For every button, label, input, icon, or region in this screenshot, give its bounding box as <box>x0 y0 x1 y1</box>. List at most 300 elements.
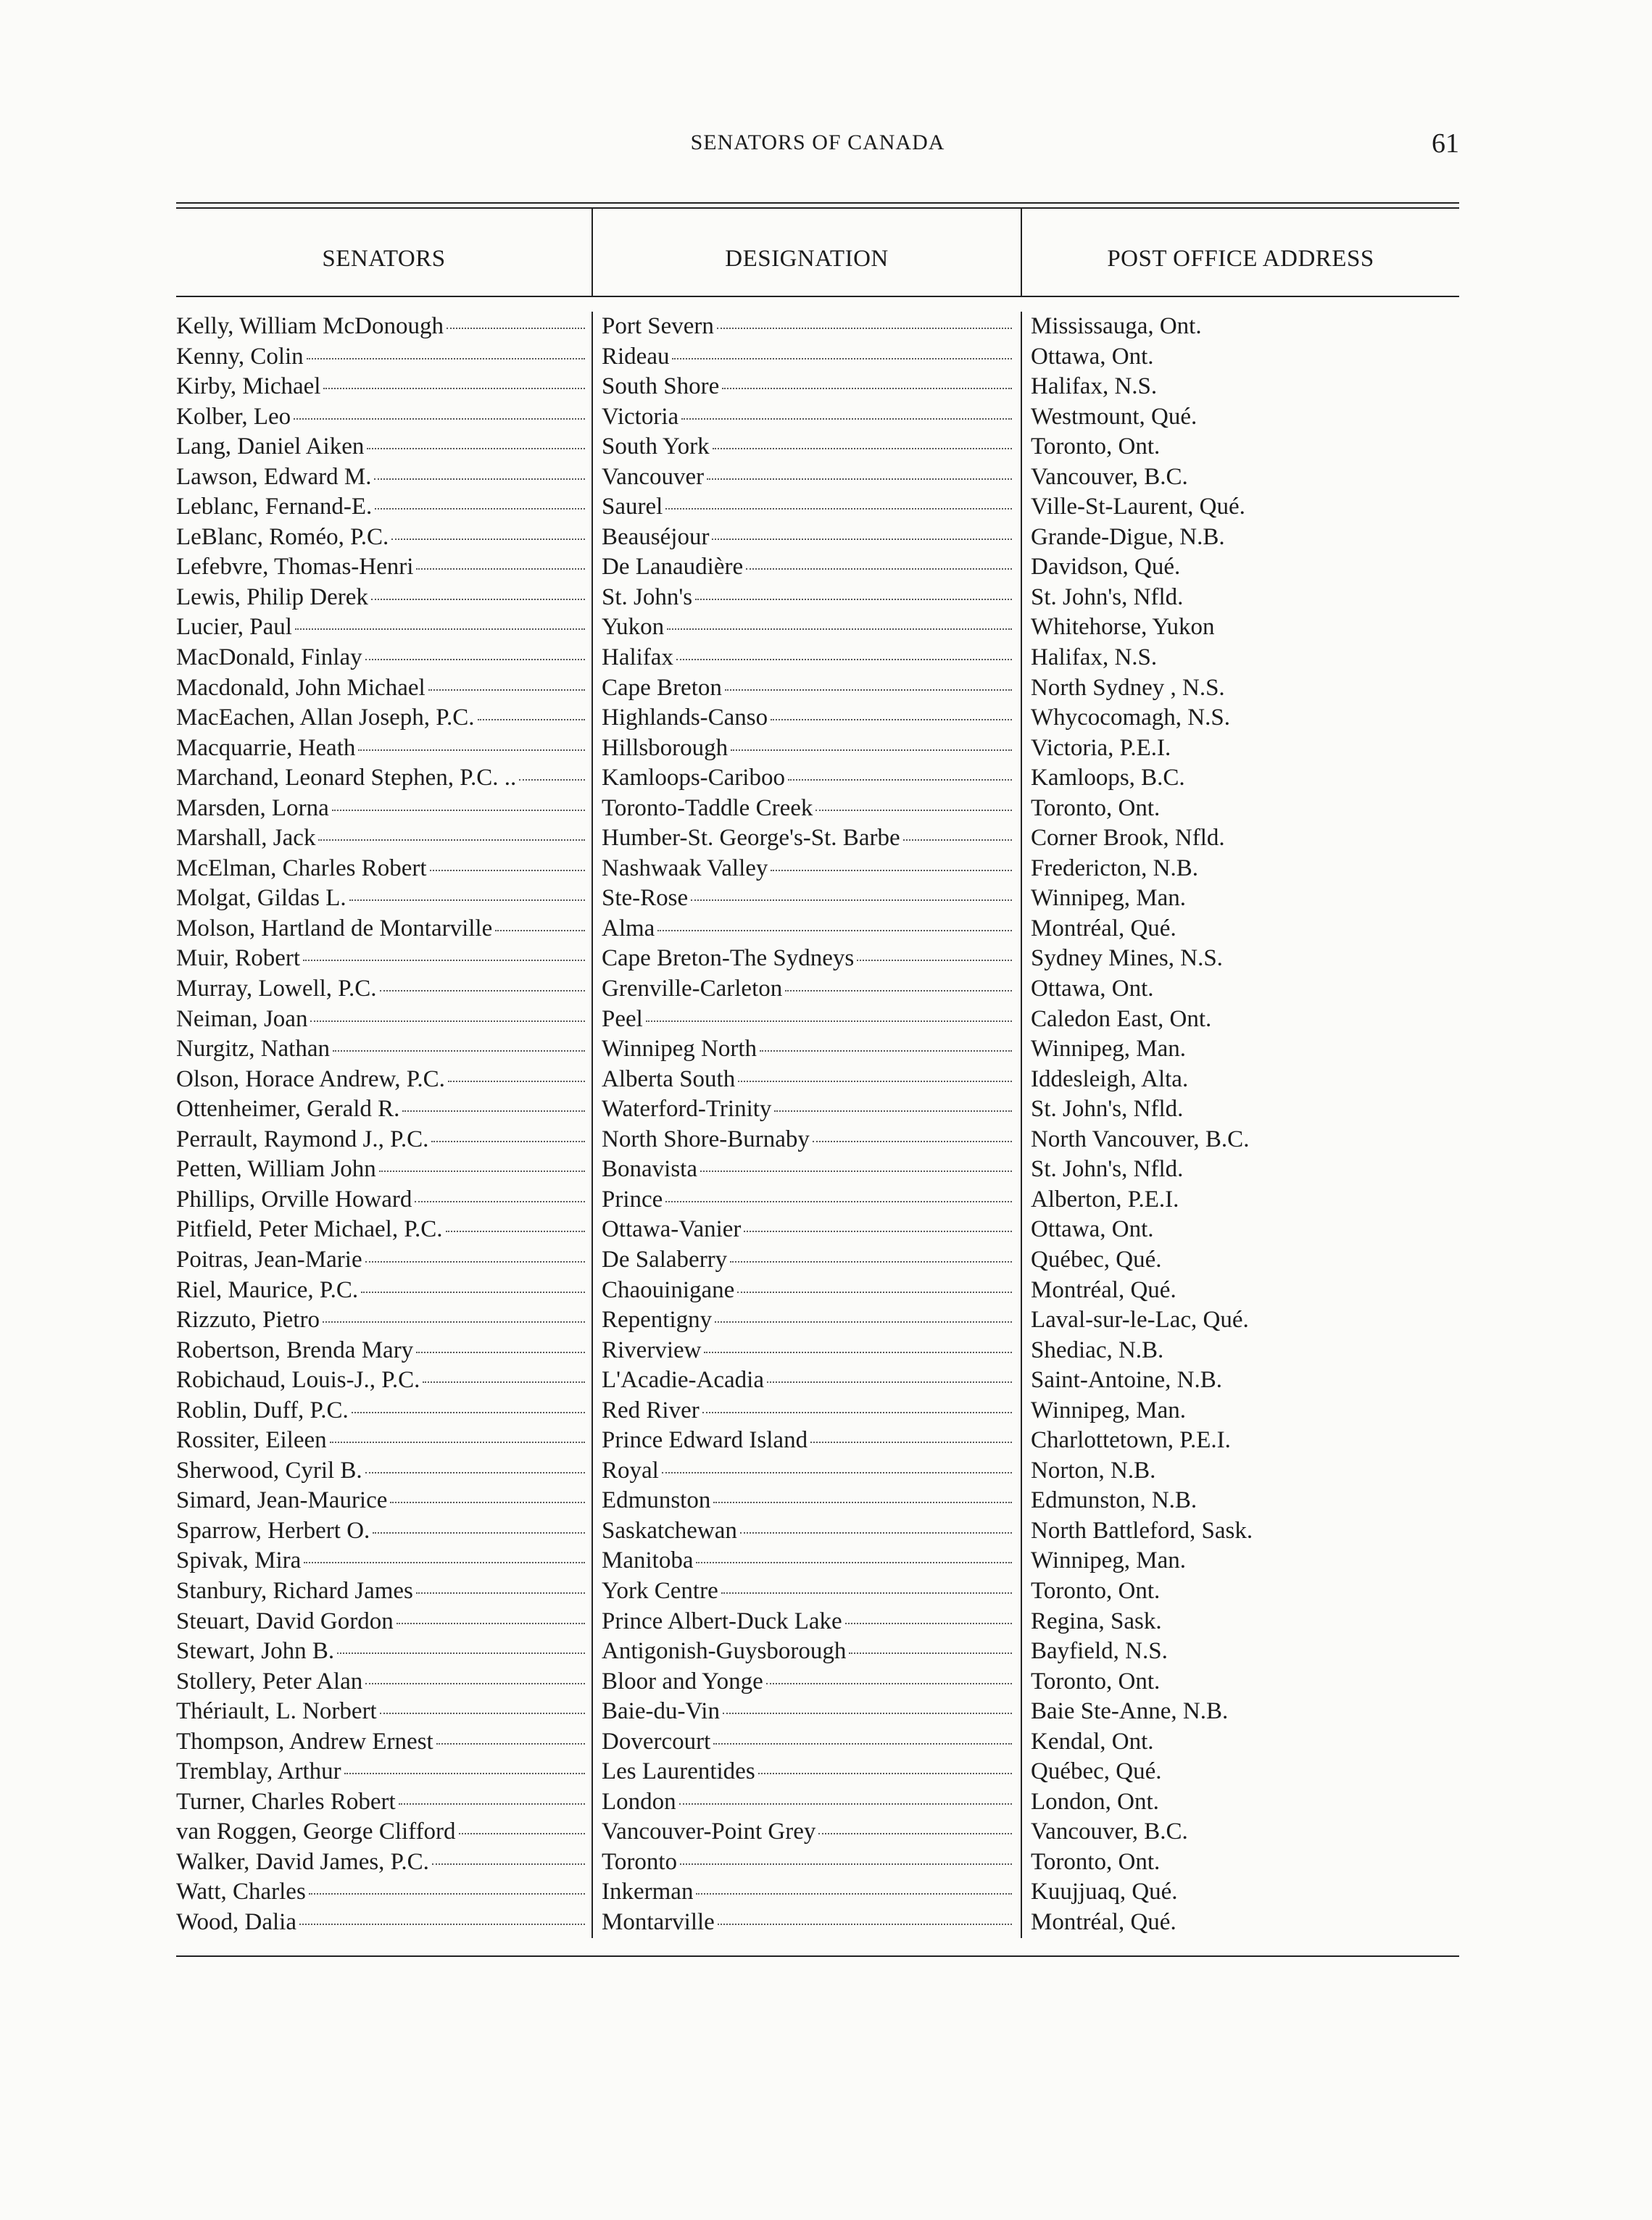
senator-name-text: Lucier, Paul <box>176 614 292 641</box>
designation-text: Toronto-Taddle Creek <box>602 794 813 821</box>
dot-leader <box>295 628 585 630</box>
table-row-post-office-address <box>1031 432 1459 462</box>
table-row-designation <box>602 1637 1012 1667</box>
table-row-post-office-address <box>1031 1245 1459 1276</box>
table-row-designation <box>602 673 1012 704</box>
table-row-senator-name <box>176 1065 585 1095</box>
dot-leader <box>725 689 1012 691</box>
post-office-address-text: Montréal, Qué. <box>1031 1908 1176 1935</box>
post-office-address-text: Laval-sur-le-Lac, Qué. <box>1031 1307 1249 1334</box>
table-row-post-office-address <box>1031 673 1459 704</box>
senator-name-text: Stollery, Peter Alan <box>176 1668 363 1695</box>
table-row-post-office-address <box>1031 733 1459 764</box>
table-row-senator-name <box>176 1877 585 1908</box>
table-row-senator-name <box>176 1305 585 1336</box>
table-row-post-office-address <box>1031 1094 1459 1125</box>
table-row-senator-name <box>176 944 585 974</box>
dot-leader <box>379 1171 585 1172</box>
table-row-post-office-address <box>1031 703 1459 733</box>
table-row-senator-name <box>176 673 585 704</box>
post-office-address-text: Shediac, N.B. <box>1031 1336 1164 1363</box>
designation-text: South York <box>602 433 710 460</box>
senator-name-text: Poitras, Jean-Marie <box>176 1246 362 1273</box>
dot-leader <box>299 1924 585 1925</box>
table-row-post-office-address <box>1031 1877 1459 1908</box>
designation-text: Alberta South <box>602 1065 736 1092</box>
senator-name-text: Walker, David James, P.C. <box>176 1848 429 1875</box>
table-row-post-office-address <box>1031 1065 1459 1095</box>
table-row-senator-name <box>176 372 585 402</box>
dot-leader <box>713 1502 1012 1503</box>
table-row-senator-name <box>176 462 585 493</box>
senator-name-text: Thompson, Andrew Ernest <box>176 1728 433 1755</box>
table-row-post-office-address <box>1031 763 1459 794</box>
table-row-post-office-address <box>1031 552 1459 583</box>
post-office-address-text: Kuujjuaq, Qué. <box>1031 1879 1178 1905</box>
table-row-senator-name <box>176 1607 585 1637</box>
post-office-address-text: Victoria, P.E.I. <box>1031 734 1171 761</box>
post-office-address-text: Québec, Qué. <box>1031 1758 1162 1785</box>
dot-leader <box>818 1833 1012 1834</box>
dot-leader <box>665 508 1012 510</box>
senator-name-text: Leblanc, Fernand-E. <box>176 494 373 520</box>
senator-name-text: Roblin, Duff, P.C. <box>176 1397 349 1423</box>
table-row-senator-name <box>176 1094 585 1125</box>
table-row-designation <box>602 492 1012 523</box>
senator-name-text: Lang, Daniel Aiken <box>176 433 365 460</box>
post-office-address-text: Mississauga, Ont. <box>1031 313 1202 339</box>
table-row-designation <box>602 1276 1012 1306</box>
dot-leader <box>352 1412 585 1413</box>
designation-text: Victoria <box>602 403 679 430</box>
designation-text: Ste-Rose <box>602 885 689 912</box>
designation-text: Prince Albert-Duck Lake <box>602 1608 842 1634</box>
table-row-designation <box>602 1546 1012 1576</box>
table-row-senator-name <box>176 974 585 1005</box>
dot-leader <box>459 1833 585 1834</box>
senator-name-text: Robertson, Brenda Mary <box>176 1336 414 1363</box>
post-office-address-text: Québec, Qué. <box>1031 1246 1162 1273</box>
table-row-designation <box>602 1576 1012 1607</box>
post-office-address-text: Halifax, N.S. <box>1031 373 1158 400</box>
table-row-senator-name <box>176 703 585 733</box>
table-row-senator-name <box>176 1516 585 1547</box>
senator-name-text: Sherwood, Cyril B. <box>176 1457 362 1484</box>
table-row-senator-name <box>176 1817 585 1847</box>
table-row-post-office-address <box>1031 1576 1459 1607</box>
senator-name-text: Muir, Robert <box>176 945 300 972</box>
table-row-designation <box>602 794 1012 824</box>
post-office-address-text: Charlottetown, P.E.I. <box>1031 1427 1231 1454</box>
table-row-senator-name <box>176 1908 585 1938</box>
table-row-post-office-address <box>1031 342 1459 373</box>
dot-leader <box>337 1652 585 1654</box>
dot-leader <box>702 1412 1012 1413</box>
table-row-post-office-address <box>1031 1697 1459 1727</box>
dot-leader <box>519 779 585 781</box>
table-row-senator-name <box>176 1576 585 1607</box>
dot-leader <box>667 628 1012 630</box>
post-office-address-text: Toronto, Ont. <box>1031 1668 1161 1695</box>
table-row-designation <box>602 1185 1012 1215</box>
table-row-designation <box>602 1034 1012 1065</box>
table-row-post-office-address <box>1031 1787 1459 1818</box>
table-row-post-office-address <box>1031 1005 1459 1035</box>
table-row-senator-name <box>176 1667 585 1697</box>
designation-text: South Shore <box>602 373 720 400</box>
post-office-address-text: London, Ont. <box>1031 1788 1159 1815</box>
designation-text: Repentigny <box>602 1307 713 1334</box>
senator-name-text: Stanbury, Richard James <box>176 1577 413 1604</box>
dot-leader <box>665 1201 1012 1202</box>
designation-text: Vancouver-Point Grey <box>602 1818 816 1845</box>
senator-name-text: Marchand, Leonard Stephen, P.C. .. <box>176 765 517 791</box>
senator-name-text: van Roggen, George Clifford <box>176 1818 456 1845</box>
designation-text: Port Severn <box>602 313 714 339</box>
designation-column <box>593 312 1022 1938</box>
dot-leader <box>713 1743 1012 1745</box>
designation-text: Ottawa-Vanier <box>602 1216 742 1243</box>
table-row-designation <box>602 1305 1012 1336</box>
table-row-senator-name <box>176 794 585 824</box>
dot-leader <box>788 779 1012 781</box>
senator-name-text: Tremblay, Arthur <box>176 1758 341 1785</box>
table-row-post-office-address <box>1031 1456 1459 1487</box>
dot-leader <box>766 1683 1012 1684</box>
post-office-address-text: Norton, N.B. <box>1031 1457 1156 1484</box>
dot-leader <box>478 719 585 720</box>
table-row-post-office-address <box>1031 583 1459 613</box>
post-office-address-text: Regina, Sask. <box>1031 1608 1162 1634</box>
designation-text: Riverview <box>602 1336 702 1363</box>
table-row-post-office-address <box>1031 1034 1459 1065</box>
table-row-post-office-address <box>1031 1727 1459 1758</box>
table-row-senator-name <box>176 884 585 914</box>
table-row-senator-name <box>176 823 585 854</box>
senator-name-text: Ottenheimer, Gerald R. <box>176 1096 400 1123</box>
dot-leader <box>307 358 585 359</box>
table-row-senator-name <box>176 492 585 523</box>
table-row-designation <box>602 342 1012 373</box>
dot-leader <box>721 1592 1012 1594</box>
table-row-designation <box>602 612 1012 643</box>
post-office-address-text: Winnipeg, Man. <box>1031 1547 1187 1574</box>
table-row-post-office-address <box>1031 492 1459 523</box>
designation-text: Peel <box>602 1005 643 1032</box>
designation-text: Dovercourt <box>602 1728 711 1755</box>
senator-name-text: Simard, Jean-Maurice <box>176 1487 388 1514</box>
designation-text: Saurel <box>602 494 663 520</box>
table-row-post-office-address <box>1031 1667 1459 1697</box>
senator-name-text: Perrault, Raymond J., P.C. <box>176 1126 429 1152</box>
senator-name-text: Kelly, William McDonough <box>176 313 444 339</box>
table-row-designation <box>602 733 1012 764</box>
table-row-designation <box>602 523 1012 553</box>
post-office-address-text: Bayfield, N.S. <box>1031 1638 1168 1665</box>
designation-text: Montarville <box>602 1908 715 1935</box>
designation-text: Toronto <box>602 1848 678 1875</box>
table-row-designation <box>602 1245 1012 1276</box>
dot-leader <box>365 1261 585 1263</box>
post-office-address-text: Davidson, Qué. <box>1031 554 1181 581</box>
dot-leader <box>740 1532 1012 1534</box>
dot-leader <box>397 1623 585 1624</box>
dot-leader <box>746 568 1012 570</box>
designation-text: Cape Breton <box>602 674 722 701</box>
table-row-designation <box>602 884 1012 914</box>
table-row-designation <box>602 312 1012 342</box>
dot-leader <box>358 749 585 751</box>
table-row-designation <box>602 583 1012 613</box>
dot-leader <box>344 1773 585 1774</box>
table-row-designation <box>602 1396 1012 1426</box>
table-row-designation <box>602 1516 1012 1547</box>
designation-text: Rideau <box>602 343 670 370</box>
dot-leader <box>416 1352 585 1353</box>
page-header <box>176 130 1459 167</box>
table-row-designation <box>602 1727 1012 1758</box>
dot-leader <box>676 659 1012 660</box>
post-office-address-text: Kamloops, B.C. <box>1031 765 1185 791</box>
table-row-senator-name <box>176 552 585 583</box>
dot-leader <box>446 1231 585 1232</box>
table-row-senator-name <box>176 1847 585 1878</box>
table-row-post-office-address <box>1031 1637 1459 1667</box>
table-row-senator-name <box>176 402 585 433</box>
designation-text: Grenville-Carleton <box>602 976 783 1002</box>
table-row-designation <box>602 1426 1012 1456</box>
post-office-address-text: Whitehorse, Yukon <box>1031 614 1215 641</box>
post-office-address-text: Toronto, Ont. <box>1031 1848 1161 1875</box>
table-row-designation <box>602 944 1012 974</box>
table-header-row <box>176 209 1459 297</box>
dot-leader <box>310 1020 585 1022</box>
dot-leader <box>365 1472 585 1473</box>
table-row-post-office-address <box>1031 1155 1459 1185</box>
dot-leader <box>712 539 1012 540</box>
senator-name-text: Robichaud, Louis-J., P.C. <box>176 1367 420 1394</box>
table-row-senator-name <box>176 612 585 643</box>
post-office-address-text: Winnipeg, Man. <box>1031 1036 1187 1063</box>
table-row-post-office-address <box>1031 1607 1459 1637</box>
table-row-designation <box>602 1787 1012 1818</box>
table-row-post-office-address <box>1031 1365 1459 1396</box>
post-office-address-text: Caledon East, Ont. <box>1031 1005 1212 1032</box>
dot-leader <box>436 1743 585 1745</box>
senator-name-text: MacDonald, Finlay <box>176 644 362 671</box>
designation-text: Alma <box>602 915 655 941</box>
dot-leader <box>717 328 1012 329</box>
table-row-designation <box>602 1607 1012 1637</box>
table-row-designation <box>602 914 1012 944</box>
senators-table <box>176 202 1459 1957</box>
dot-leader <box>760 1050 1012 1052</box>
dot-leader <box>774 1110 1012 1112</box>
senator-name-text: Marshall, Jack <box>176 825 316 852</box>
dot-leader <box>318 839 585 841</box>
dot-leader <box>349 899 585 901</box>
table-row-designation <box>602 763 1012 794</box>
senator-name-text: Kolber, Leo <box>176 403 291 430</box>
post-office-address-text: Kendal, Ont. <box>1031 1728 1154 1755</box>
dot-leader <box>681 418 1012 420</box>
post-office-address-text: North Battleford, Sask. <box>1031 1517 1253 1544</box>
table-row-designation <box>602 1908 1012 1938</box>
table-row-senator-name <box>176 1005 585 1035</box>
table-row-senator-name <box>176 854 585 884</box>
table-row-senator-name <box>176 583 585 613</box>
post-office-address-text: North Vancouver, B.C. <box>1031 1126 1250 1152</box>
dot-leader <box>390 1502 585 1503</box>
dot-leader <box>695 599 1012 600</box>
designation-text: Edmunston <box>602 1487 711 1514</box>
dot-leader <box>323 1321 585 1323</box>
senator-name-text: Macquarrie, Heath <box>176 734 356 761</box>
senator-name-text: McElman, Charles Robert <box>176 855 427 881</box>
table-row-post-office-address <box>1031 1276 1459 1306</box>
table-row-post-office-address <box>1031 1817 1459 1847</box>
table-row-designation <box>602 974 1012 1005</box>
table-row-post-office-address <box>1031 1757 1459 1787</box>
table-row-senator-name <box>176 1245 585 1276</box>
table-row-designation <box>602 1847 1012 1878</box>
table-row-designation <box>602 1877 1012 1908</box>
dot-leader <box>857 960 1012 961</box>
senator-name-text: LeBlanc, Roméo, P.C. <box>176 523 389 550</box>
table-row-senator-name <box>176 1697 585 1727</box>
senator-name-text: Lefebvre, Thomas-Henri <box>176 554 414 581</box>
designation-text: Bonavista <box>602 1156 697 1183</box>
table-row-designation <box>602 1215 1012 1245</box>
dot-leader <box>416 1592 585 1594</box>
table-row-senator-name <box>176 914 585 944</box>
post-office-address-text: Winnipeg, Man. <box>1031 1397 1187 1423</box>
dot-leader <box>657 930 1012 931</box>
table-row-designation <box>602 1697 1012 1727</box>
senator-name-text: Petten, William John <box>176 1156 376 1183</box>
dot-leader <box>333 1050 585 1052</box>
dot-leader <box>374 478 585 480</box>
dot-leader <box>380 1713 585 1714</box>
table-row-designation <box>602 1005 1012 1035</box>
table-row-senator-name <box>176 733 585 764</box>
dot-leader <box>679 1803 1012 1805</box>
dot-leader <box>730 1261 1012 1263</box>
table-row-post-office-address <box>1031 823 1459 854</box>
senator-name-text: Spivak, Mira <box>176 1547 302 1574</box>
senator-name-text: Sparrow, Herbert O. <box>176 1517 370 1544</box>
designation-text: De Salaberry <box>602 1246 728 1273</box>
senator-name-text: Pitfield, Peter Michael, P.C. <box>176 1216 443 1243</box>
senator-name-text: Molgat, Gildas L. <box>176 885 346 912</box>
table-row-post-office-address <box>1031 1546 1459 1576</box>
post-office-address-text: Toronto, Ont. <box>1031 794 1161 821</box>
table-row-post-office-address <box>1031 1847 1459 1878</box>
table-row-designation <box>602 552 1012 583</box>
table-row-senator-name <box>176 312 585 342</box>
post-office-address-text: Montréal, Qué. <box>1031 915 1176 941</box>
table-row-senator-name <box>176 1486 585 1516</box>
dot-leader <box>813 1141 1012 1142</box>
dot-leader <box>402 1110 585 1112</box>
table-row-post-office-address <box>1031 944 1459 974</box>
dot-leader <box>810 1442 1012 1443</box>
dot-leader <box>704 1352 1012 1353</box>
table-row-designation <box>602 823 1012 854</box>
dot-leader <box>416 568 585 570</box>
dot-leader <box>731 749 1012 751</box>
table-row-post-office-address <box>1031 462 1459 493</box>
dot-leader <box>771 719 1012 720</box>
post-office-address-text: Corner Brook, Nfld. <box>1031 825 1225 852</box>
designation-text: Les Laurentides <box>602 1758 755 1785</box>
table-row-senator-name <box>176 1757 585 1787</box>
post-office-address-text: Vancouver, B.C. <box>1031 463 1188 490</box>
dot-leader <box>680 1863 1012 1865</box>
table-row-senator-name <box>176 1727 585 1758</box>
post-office-address-text: Fredericton, N.B. <box>1031 855 1198 881</box>
dot-leader <box>672 358 1012 359</box>
designation-text: Chaouinigane <box>602 1276 735 1303</box>
table-row-designation <box>602 372 1012 402</box>
table-top-rule <box>176 202 1459 209</box>
designation-text: Cape Breton-The Sydneys <box>602 945 855 972</box>
table-row-designation <box>602 1757 1012 1787</box>
dot-leader <box>361 1292 585 1293</box>
dot-leader <box>332 810 585 811</box>
table-row-senator-name <box>176 1336 585 1366</box>
post-office-address-text: Toronto, Ont. <box>1031 433 1161 460</box>
dot-leader <box>744 1231 1012 1232</box>
dot-leader <box>662 1472 1012 1473</box>
post-office-address-text: Baie Ste-Anne, N.B. <box>1031 1698 1229 1725</box>
senator-name-text: Watt, Charles <box>176 1879 306 1905</box>
dot-leader <box>767 1381 1012 1383</box>
dot-leader <box>415 1201 585 1202</box>
dot-leader <box>758 1773 1012 1774</box>
post-office-address-text: Ottawa, Ont. <box>1031 343 1154 370</box>
table-row-post-office-address <box>1031 794 1459 824</box>
dot-leader <box>431 1141 585 1142</box>
senator-name-text: Turner, Charles Robert <box>176 1788 396 1815</box>
table-row-designation <box>602 1065 1012 1095</box>
senator-name-text: Stewart, John B. <box>176 1638 335 1665</box>
designation-text: Vancouver <box>602 463 705 490</box>
senator-name-text: MacEachen, Allan Joseph, P.C. <box>176 704 475 731</box>
post-office-address-text: Ottawa, Ont. <box>1031 1216 1154 1243</box>
dot-leader <box>304 1562 585 1563</box>
table-row-designation <box>602 402 1012 433</box>
designation-text: Highlands-Canso <box>602 704 768 731</box>
post-office-address-text: Winnipeg, Man. <box>1031 885 1187 912</box>
table-row-designation <box>602 1155 1012 1185</box>
senator-name-text: Murray, Lowell, P.C. <box>176 976 377 1002</box>
table-row-senator-name <box>176 1546 585 1576</box>
designation-text: Royal <box>602 1457 659 1484</box>
table-row-senator-name <box>176 1365 585 1396</box>
dot-leader <box>371 599 585 600</box>
table-row-post-office-address <box>1031 974 1459 1005</box>
table-row-senator-name <box>176 1215 585 1245</box>
senator-name-text: Phillips, Orville Howard <box>176 1186 412 1213</box>
senator-name-text: Nurgitz, Nathan <box>176 1036 331 1063</box>
table-row-post-office-address <box>1031 1516 1459 1547</box>
page-number: 61 <box>1432 128 1459 159</box>
dot-leader <box>718 1924 1012 1925</box>
dot-leader <box>365 659 585 660</box>
designation-text: Winnipeg North <box>602 1036 757 1063</box>
senator-name-text: Wood, Dalia <box>176 1908 296 1935</box>
